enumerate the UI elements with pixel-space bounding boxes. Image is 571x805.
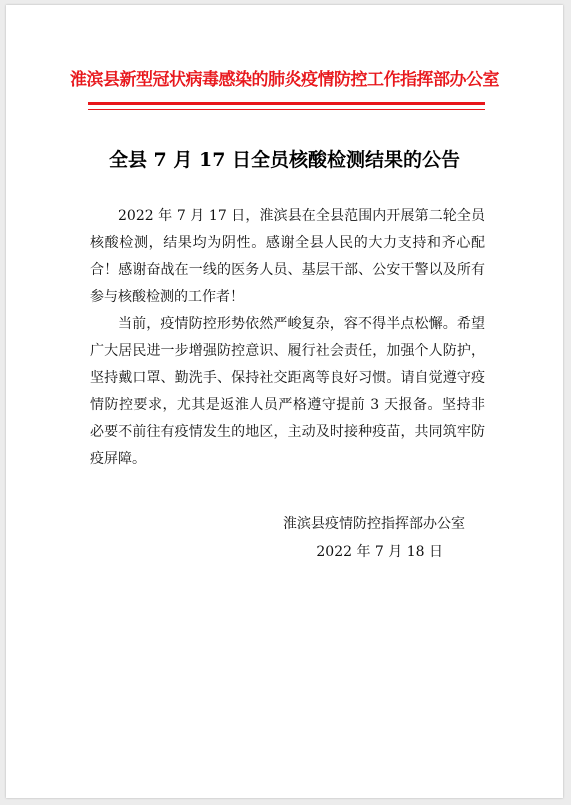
issuing-office-header: 淮滨县新型冠状病毒感染的肺炎疫情防控工作指挥部办公室 <box>70 70 499 90</box>
notice-title: 全县 7 月 17 日全员核酸检测结果的公告 <box>108 149 461 171</box>
body-paragraph-1: 2022 年 7 月 17 日，淮滨县在全县范围内开展第二轮全员核酸检测，结果均为阴性。感谢全县人民的大力支持和齐心配合！感谢奋战在一线的医务人员、基层干部、公安干警以及所有参与核酸检测的工作者！ <box>90 208 485 305</box>
signature-date: 2022 年 7 月 18 日 <box>316 544 443 560</box>
signature-office: 淮滨县疫情防控指挥部办公室 <box>283 516 465 532</box>
document-page <box>6 5 563 798</box>
body-paragraph-2: 当前，疫情防控形势依然严峻复杂，容不得半点松懈。希望广大居民进一步增强防控意识、履行社会责任，加强个人防护，坚持戴口罩、勤洗手、保持社交距离等良好习惯。请自觉遵守疫情防控要求，尤其是返淮人员严格遵守提前 3 天报备。坚持非必要不前往有疫情发生的地区，主动及时接种疫苗，共同筑牢防疫屏障。 <box>90 316 485 467</box>
header-red-rule-thin <box>88 109 485 110</box>
header-red-rule-thick <box>88 102 485 105</box>
notice-body <box>90 203 485 473</box>
